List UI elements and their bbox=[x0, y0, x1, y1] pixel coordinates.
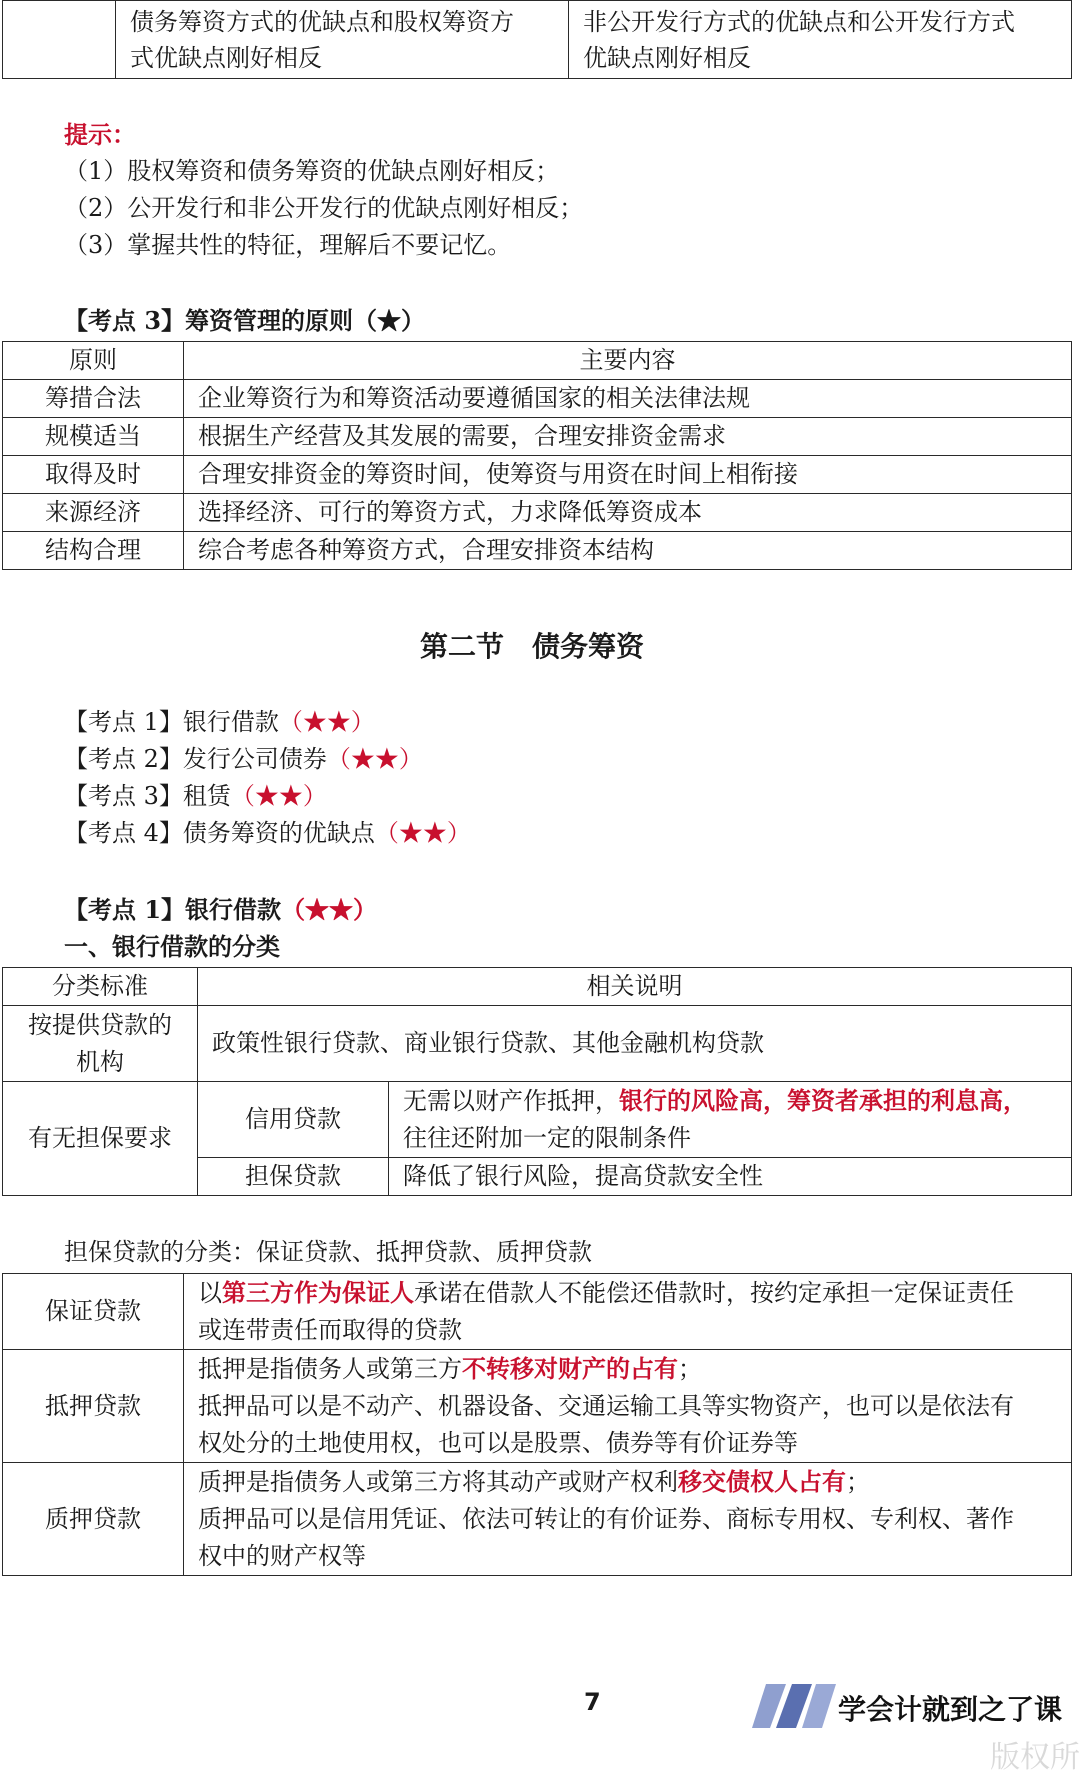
point-label: 【考点 1】银行借款 bbox=[64, 708, 279, 736]
guarantee-desc-part: ； bbox=[846, 1468, 870, 1496]
guarantee-desc-part: ； bbox=[678, 1355, 702, 1383]
page-number: 7 bbox=[584, 1688, 601, 1716]
point-label: 【考点 2】发行公司债券 bbox=[64, 745, 327, 773]
point-item-3 bbox=[64, 778, 327, 815]
principle-name: 来源经济 bbox=[3, 494, 184, 532]
section-title: 第二节 债务筹资 bbox=[420, 630, 645, 663]
top-nonpublic-line2: 优缺点刚好相反 bbox=[583, 43, 751, 72]
table-row bbox=[3, 532, 1072, 570]
guarantee-desc-line: 权处分的土地使用权，也可以是股票、债券等有价证券等 bbox=[198, 1429, 798, 1457]
principle-name: 筹措合法 bbox=[3, 380, 184, 418]
bank-row1-std-line1: 按提供贷款的 bbox=[28, 1010, 172, 1039]
top-debt-line2: 式优缺点刚好相反 bbox=[130, 43, 322, 72]
guarantee-desc-line: 抵押品可以是不动产、机器设备、交通运输工具等实物资产，也可以是依法有 bbox=[198, 1392, 1014, 1420]
point-stars: （★★） bbox=[230, 782, 327, 810]
bank-loan-table bbox=[2, 967, 1072, 1196]
guarantee-desc-line: 质押品可以是信用凭证、依法可转让的有价证券、商标专用权、专利权、著作 bbox=[198, 1505, 1014, 1533]
table-row bbox=[3, 456, 1072, 494]
bank-row2-standard: 有无担保要求 bbox=[3, 1082, 198, 1196]
hint-item-1: （1）股权筹资和债务筹资的优缺点刚好相反； bbox=[64, 157, 560, 185]
principle-content: 根据生产经营及其发展的需要，合理安排资金需求 bbox=[184, 418, 1072, 456]
principles-col-content: 主要内容 bbox=[184, 342, 1072, 380]
point-label: 【考点 4】债务筹资的优缺点 bbox=[64, 819, 375, 847]
point-stars: （★★） bbox=[374, 819, 471, 847]
principle-content: 企业筹资行为和筹资活动要遵循国家的相关法律法规 bbox=[184, 380, 1072, 418]
credit-desc-b: 往往还附加一定的限制条件 bbox=[403, 1124, 691, 1152]
guarantee-desc-red: 移交债权人占有 bbox=[678, 1467, 846, 1496]
guarantee-intro: 担保贷款的分类：保证贷款、抵押贷款、质押贷款 bbox=[64, 1238, 592, 1266]
guarantee-desc-part: 抵押是指债务人或第三方 bbox=[198, 1355, 462, 1383]
point-item-1 bbox=[64, 704, 375, 741]
bank-loan-subheading: 一、银行借款的分类 bbox=[64, 932, 280, 961]
credit-loan-label: 信用贷款 bbox=[198, 1082, 389, 1158]
guarantee-desc-line: 或连带责任而取得的贷款 bbox=[198, 1316, 462, 1344]
brand-text: 学会计就到之了课 bbox=[838, 1693, 1063, 1726]
principle-name: 结构合理 bbox=[3, 532, 184, 570]
bank-row1-std-line2: 机构 bbox=[76, 1047, 124, 1076]
point-stars: （★★） bbox=[278, 708, 375, 736]
point-item-2 bbox=[64, 741, 423, 778]
guarantee-desc bbox=[184, 1274, 1072, 1350]
point-label: 【考点 3】租赁 bbox=[64, 782, 231, 810]
point-stars: （★★） bbox=[326, 745, 423, 773]
table-row bbox=[3, 1274, 1072, 1350]
watermark-text: 版权所 bbox=[990, 1740, 1080, 1775]
bank-loan-heading bbox=[64, 891, 377, 928]
guarantee-name: 质押贷款 bbox=[3, 1463, 184, 1576]
guarantee-desc-red: 不转移对财产的占有 bbox=[462, 1354, 678, 1383]
table-row bbox=[3, 418, 1072, 456]
bank-col-standard: 分类标准 bbox=[3, 968, 198, 1006]
top-nonpublic-line1: 非公开发行方式的优缺点和公开发行方式 bbox=[583, 7, 1015, 36]
bank-row1-desc: 政策性银行贷款、商业银行贷款、其他金融机构贷款 bbox=[198, 1006, 1072, 1082]
credit-loan-desc bbox=[389, 1082, 1072, 1158]
table-row bbox=[3, 380, 1072, 418]
principle-content: 选择经济、可行的筹资方式，力求降低筹资成本 bbox=[184, 494, 1072, 532]
guarantee-desc-part: 承诺在借款人不能偿还借款时，按约定承担一定保证责任 bbox=[414, 1279, 1014, 1307]
bank-row1-standard bbox=[3, 1006, 198, 1082]
table-row bbox=[3, 1463, 1072, 1576]
table-row bbox=[3, 494, 1072, 532]
table-row bbox=[3, 1350, 1072, 1463]
guarantee-name: 保证贷款 bbox=[3, 1274, 184, 1350]
secured-loan-desc: 降低了银行风险，提高贷款安全性 bbox=[389, 1158, 1072, 1196]
point-item-4 bbox=[64, 815, 471, 852]
bank-col-desc: 相关说明 bbox=[198, 968, 1072, 1006]
guarantee-table bbox=[2, 1273, 1072, 1576]
brand-logo-icon bbox=[752, 1682, 836, 1730]
bank-loan-heading-text: 【考点 1】银行借款 bbox=[64, 895, 282, 924]
principle-content: 合理安排资金的筹资时间，使筹资与用资在时间上相衔接 bbox=[184, 456, 1072, 494]
principles-heading: 【考点 3】筹资管理的原则（★） bbox=[64, 306, 426, 335]
guarantee-desc bbox=[184, 1350, 1072, 1463]
secured-loan-label: 担保贷款 bbox=[198, 1158, 389, 1196]
top-debt-cell bbox=[116, 1, 569, 79]
principles-col-principle: 原则 bbox=[3, 342, 184, 380]
top-nonpublic-cell bbox=[569, 1, 1072, 79]
principle-name: 取得及时 bbox=[3, 456, 184, 494]
principle-name: 规模适当 bbox=[3, 418, 184, 456]
principle-content: 综合考虑各种筹资方式，合理安排资本结构 bbox=[184, 532, 1072, 570]
credit-desc-red: 银行的风险高，筹资者承担的利息高， bbox=[619, 1086, 1027, 1115]
guarantee-desc-part: 质押是指债务人或第三方将其动产或财产权利 bbox=[198, 1468, 678, 1496]
guarantee-desc-red: 第三方作为保证人 bbox=[222, 1278, 414, 1307]
guarantee-desc bbox=[184, 1463, 1072, 1576]
credit-desc-a: 无需以财产作抵押， bbox=[403, 1087, 619, 1115]
top-empty-cell bbox=[3, 1, 116, 79]
bank-loan-heading-stars: （★★） bbox=[281, 895, 378, 924]
top-debt-line1: 债务筹资方式的优缺点和股权筹资方 bbox=[130, 7, 514, 36]
guarantee-desc-part: 以 bbox=[198, 1279, 222, 1307]
hint-item-3: （3）掌握共性的特征，理解后不要记忆。 bbox=[64, 231, 512, 259]
hint-label: 提示： bbox=[64, 120, 136, 149]
guarantee-name: 抵押贷款 bbox=[3, 1350, 184, 1463]
guarantee-desc-line: 权中的财产权等 bbox=[198, 1542, 366, 1570]
principles-table bbox=[2, 341, 1072, 570]
hint-item-2: （2）公开发行和非公开发行的优缺点刚好相反； bbox=[64, 194, 584, 222]
top-comparison-table bbox=[2, 0, 1072, 79]
